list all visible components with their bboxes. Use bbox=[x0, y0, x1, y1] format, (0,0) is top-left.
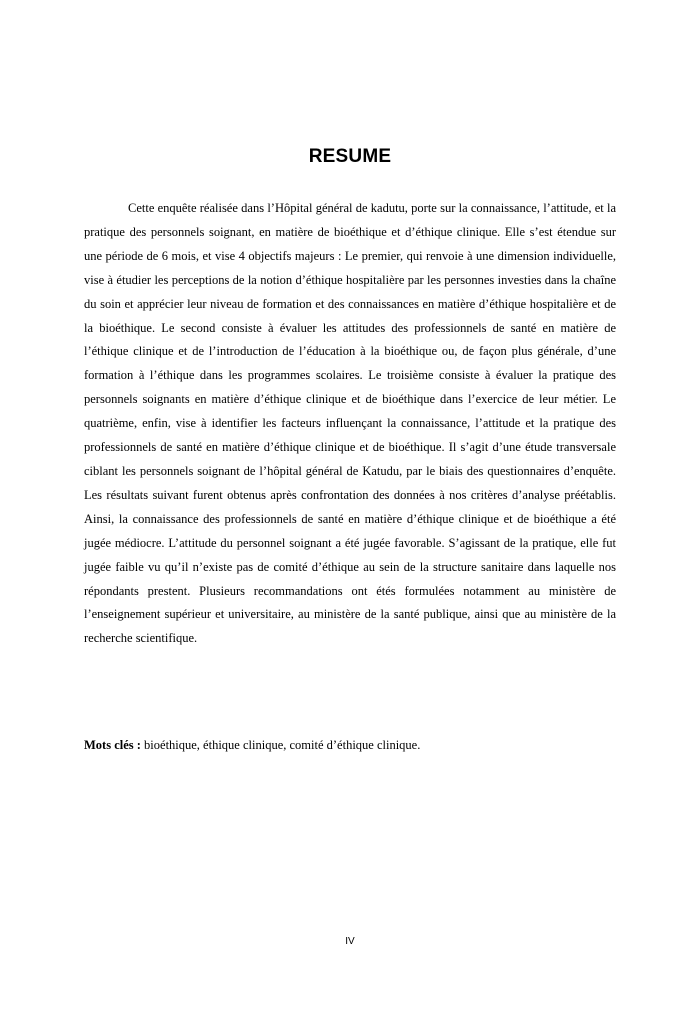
keywords-text: bioéthique, éthique clinique, comité d’éthique clinique. bbox=[144, 738, 421, 752]
abstract-paragraph: Cette enquête réalisée dans l’Hôpital général de kadutu, porte sur la connaissance, l’attitude, et la pratique des personnels soignant, en matière de bioéthique et d’éthique clinique. Elle s’est étendue sur une période de 6 mois, et vise 4 objectifs majeurs : Le premier, qui renvoie à une dimension individuelle, vise à étudier les perceptions de la notion d’éthique hospitalière par les personnes investies dans la chaîne du soin et apprécier leur niveau de formation et des connaissances en matière d’éthique hospitalière et de la bioéthique. Le second consiste à évaluer les attitudes des professionnels de santé en matière de l’éthique clinique et de l’introduction de l’éducation à la bioéthique ou, de façon plus générale, d’une formation à l’éthique dans les programmes scolaires. Le troisième consiste à évaluer la pratique des personnels soignants en matière d’éthique clinique et de bioéthique dans l’exercice de leur métier. Le quatrième, enfin, vise à identifier les facteurs influençant la connaissance, l’attitude et la pratique des professionnels de santé en matière d’éthique clinique et de bioéthique. Il s’agit d’une étude transversale ciblant les personnels soignant de l’hôpital général de Katudu, par le biais des questionnaires d’enquête. Les résultats suivant furent obtenus après confrontation des données à nos critères d’analyse préétablis. Ainsi, la connaissance des professionnels de santé en matière d’éthique clinique et de bioéthique a été jugée médiocre. L’attitude du personnel soignant a été jugée favorable. S’agissant de la pratique, elle fut jugée faible vu qu’il n’existe pas de comité d’éthique au sein de la structure sanitaire dans laquelle nos répondants prestent. Plusieurs recommandations ont étés formulées notamment au ministère de l’enseignement supérieur et universitaire, au ministère de la santé publique, ainsi que au ministère de la recherche scientifique. bbox=[84, 201, 616, 646]
keywords-line bbox=[84, 734, 616, 758]
keywords-label: Mots clés : bbox=[84, 738, 141, 752]
page-number: IV bbox=[345, 936, 355, 947]
page-title: RESUME bbox=[308, 146, 392, 167]
